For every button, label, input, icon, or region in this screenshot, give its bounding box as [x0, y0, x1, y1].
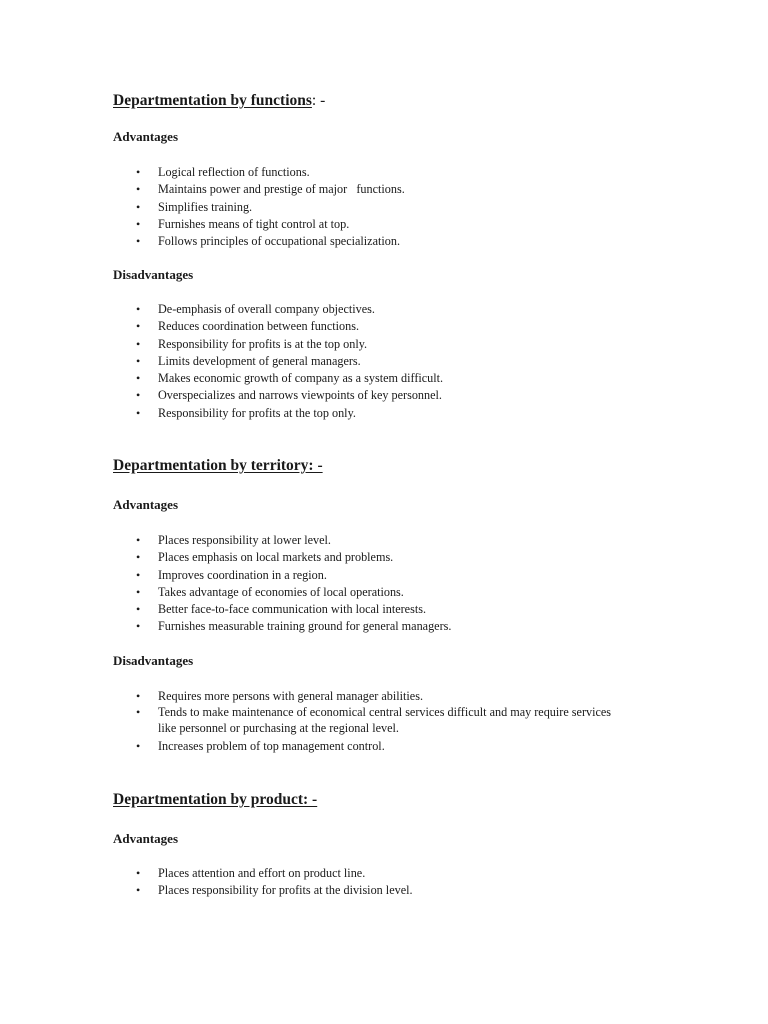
list-item: • Places responsibility for profits at the division level.	[0, 882, 628, 899]
list-item: • Better face-to-face communication with local interests.	[0, 601, 628, 618]
list-item: • Reduces coordination between functions.	[0, 318, 628, 335]
list-item: • Limits development of general managers.	[0, 353, 628, 370]
bullet-icon: •	[136, 533, 141, 547]
list-item: • Overspecializes and narrows viewpoints of key personnel.	[0, 387, 628, 404]
list-item: • Places attention and effort on product line.	[0, 865, 628, 882]
advantages-list-functions	[0, 164, 628, 250]
bullet-icon: •	[136, 883, 141, 898]
bullet-icon: •	[136, 705, 141, 720]
advantages-label: Advantages	[113, 129, 179, 144]
disadvantages-list-territory	[0, 688, 628, 756]
list-item: • Logical reflection of functions.	[0, 164, 628, 181]
list-item: • Improves coordination in a region.	[0, 567, 628, 584]
bullet-icon: •	[136, 319, 141, 334]
disadvantages-label: Disadvantages	[113, 267, 194, 282]
bullet-icon: •	[136, 584, 141, 599]
advantages-label: Advantages	[113, 831, 179, 846]
list-item: • Responsibility for profits is at the top only.	[0, 336, 628, 353]
bullet-icon: •	[136, 353, 141, 368]
bullet-icon: •	[136, 602, 141, 617]
advantages-list-territory	[0, 532, 628, 636]
list-item: • Places responsibility at lower level.	[0, 532, 628, 549]
bullet-icon: •	[136, 182, 141, 197]
list-item: • Follows principles of occupational specialization.	[0, 233, 628, 250]
list-item: • Furnishes means of tight control at top.	[0, 216, 628, 233]
list-item: • Tends to make maintenance of economical central services difficult and may require services like personnel or purchasing at the regional level.	[136, 705, 612, 735]
bullet-icon: •	[136, 371, 141, 386]
bullet-icon: •	[136, 619, 141, 634]
advantages-list-product	[0, 865, 628, 900]
list-item: • Simplifies training.	[0, 199, 628, 216]
advantages-label: Advantages	[113, 497, 179, 512]
bullet-icon: •	[136, 216, 141, 231]
bullet-icon: •	[136, 234, 141, 249]
list-item: • Places emphasis on local markets and problems.	[0, 549, 628, 566]
bullet-icon: •	[136, 739, 141, 754]
bullet-icon: •	[136, 165, 141, 179]
bullet-icon: •	[136, 866, 141, 880]
section-heading-product: Departmentation by product: -	[113, 791, 318, 808]
bullet-icon: •	[136, 550, 141, 565]
list-item: • Increases problem of top management control.	[0, 738, 628, 755]
list-item: • De-emphasis of overall company objectives.	[0, 301, 628, 318]
bullet-icon: •	[136, 689, 141, 703]
heading-suffix: : -	[311, 92, 326, 109]
disadvantages-list-functions	[0, 301, 628, 422]
bullet-icon: •	[136, 405, 141, 420]
list-item: • Responsibility for profits at the top only.	[0, 405, 628, 422]
list-item: • Maintains power and prestige of major functions.	[0, 181, 628, 198]
section-heading-functions: Departmentation by functions: -	[113, 92, 326, 109]
section-heading-territory: Departmentation by territory: -	[113, 457, 323, 474]
bullet-icon: •	[136, 302, 141, 316]
bullet-icon: •	[136, 336, 141, 351]
list-item: • Makes economic growth of company as a system difficult.	[0, 370, 628, 387]
bullet-icon: •	[136, 388, 141, 403]
list-item: • Furnishes measurable training ground for general managers.	[0, 618, 628, 635]
disadvantages-label: Disadvantages	[113, 653, 194, 668]
list-item: • Takes advantage of economies of local operations.	[0, 584, 628, 601]
list-item: • Requires more persons with general manager abilities.	[0, 688, 628, 705]
bullet-icon: •	[136, 567, 141, 582]
bullet-icon: •	[136, 199, 141, 214]
